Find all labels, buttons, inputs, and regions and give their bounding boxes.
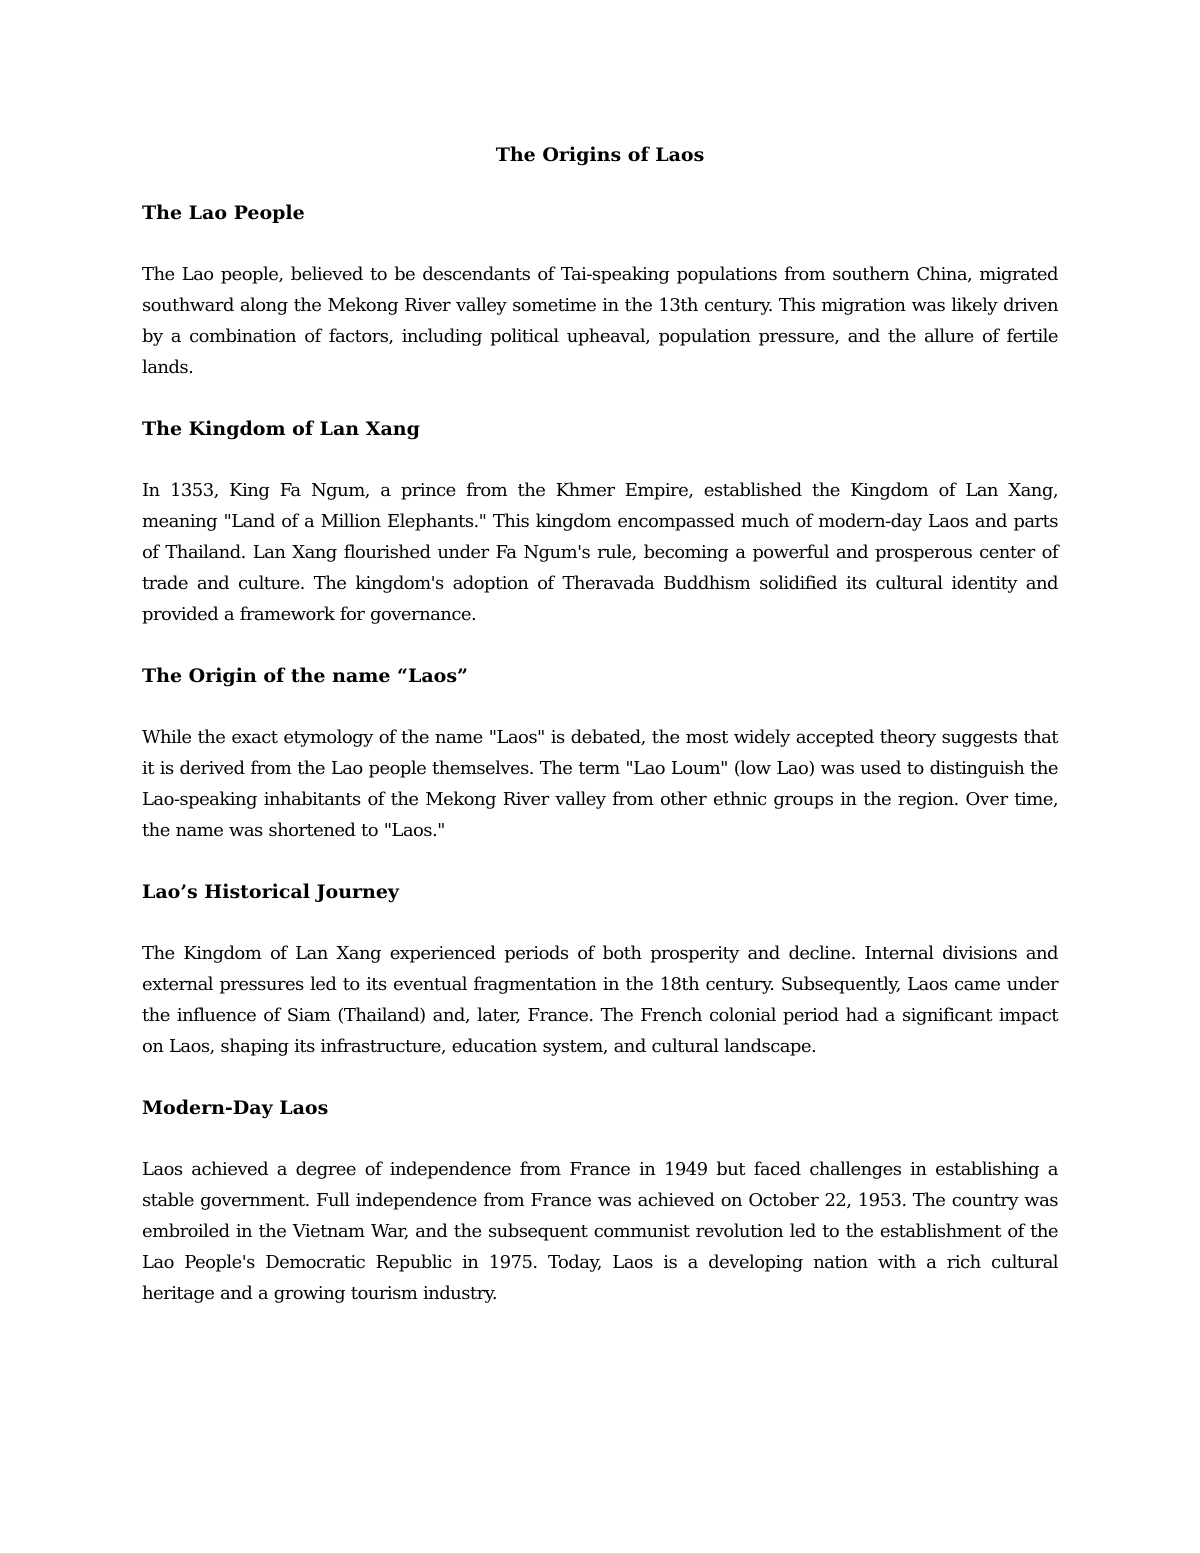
section-body-modern-day-laos: Laos achieved a degree of independence from France in 1949 but faced challenges in establishing a stable government. Full independence from France was achieved on October 22, 1953. The country was embroiled in the Vietnam War, and the subsequent communist revolution led to the establishment of the Lao People's Democratic Republic in 1975. Today, Laos is a developing nation with a rich cultural heritage and a growing tourism industry. <box>142 1159 1058 1304</box>
document-content <box>142 140 1058 1309</box>
section-body-historical-journey: The Kingdom of Lan Xang experienced periods of both prosperity and decline. Internal divisions and external pressures led to its eventual fragmentation in the 18th century. Subsequently, Laos came under the influence of Siam (Thailand) and, later, France. The French colonial period had a significant impact on Laos, shaping its infrastructure, education system, and cultural landscape. <box>142 943 1058 1057</box>
section-body-kingdom-of-lan-xang: In 1353, King Fa Ngum, a prince from the Khmer Empire, established the Kingdom of Lan Xang, meaning "Land of a Million Elephants." This kingdom encompassed much of modern-day Laos and parts of Thailand. Lan Xang flourished under Fa Ngum's rule, becoming a powerful and prosperous center of trade and culture. The kingdom's adoption of Theravada Buddhism solidified its cultural identity and provided a framework for governance. <box>142 480 1058 625</box>
section-body-lao-people: The Lao people, believed to be descendants of Tai-speaking populations from southern China, migrated southward along the Mekong River valley sometime in the 13th century. This migration was likely driven by a combination of factors, including political upheaval, population pressure, and the allure of fertile lands. <box>142 264 1058 378</box>
section-body-origin-of-name: While the exact etymology of the name "Laos" is debated, the most widely accepted theory suggests that it is derived from the Lao people themselves. The term "Lao Loum" (low Lao) was used to distinguish the Lao-speaking inhabitants of the Mekong River valley from other ethnic groups in the region. Over time, the name was shortened to "Laos." <box>142 727 1058 841</box>
document-title: The Origins of Laos <box>495 144 705 166</box>
section-heading-lao-people: The Lao People <box>142 202 305 224</box>
section-heading-modern-day-laos: Modern-Day Laos <box>142 1097 329 1119</box>
section-heading-kingdom-of-lan-xang: The Kingdom of Lan Xang <box>142 418 420 440</box>
section-heading-origin-of-name: The Origin of the name “Laos” <box>142 665 468 687</box>
section-heading-historical-journey: Lao’s Historical Journey <box>142 881 399 903</box>
